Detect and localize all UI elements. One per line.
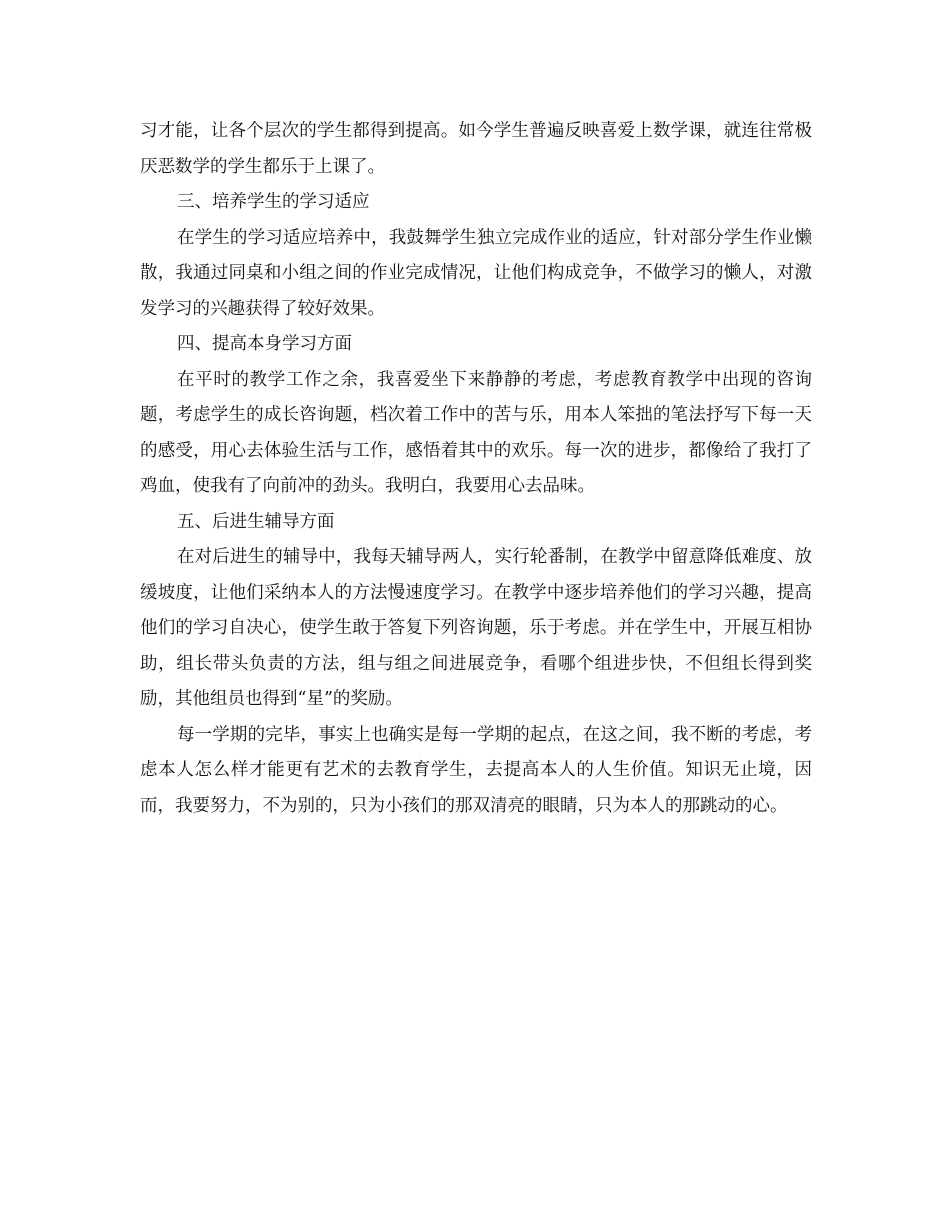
section-heading-4: 四、提高本身学习方面 <box>177 334 352 354</box>
paragraph-conclusion: 每一学期的完毕，事实上也确实是每一学期的起点，在这之间，我不断的考虑，考虑本人怎么样才能更有艺术的去教育学生，去提高本人的人生价值。知识无止境，因而，我要努力，不为别的，只为小孩们的那双清亮的眼睛，只为本人的那跳动的心。 <box>140 724 812 816</box>
paragraph-self-improvement: 在平时的教学工作之余，我喜爱坐下来静静的考虑，考虑教育教学中出现的咨询题，考虑学生的成长咨询题，档次着工作中的苦与乐，用本人笨拙的笔法抒写下每一天的感受，用心去体验生活与工作，感悟着其中的欢乐。每一次的进步，都像给了我打了鸡血，使我有了向前冲的劲头。我明白，我要用心去品味。 <box>140 369 812 496</box>
paragraph-study-habits: 在学生的学习适应培养中，我鼓舞学生独立完成作业的适应，针对部分学生作业懒散，我通过同桌和小组之间的作业完成情况，让他们构成竞争，不做学习的懒人，对激发学习的兴趣获得了较好效果。 <box>140 227 812 319</box>
section-heading-3: 三、培养学生的学习适应 <box>177 192 370 212</box>
document-body <box>140 114 812 824</box>
section-heading-5: 五、后进生辅导方面 <box>177 511 335 532</box>
paragraph-tutoring: 在对后进生的辅导中，我每天辅导两人，实行轮番制，在教学中留意降低难度、放缓坡度，让他们采纳本人的方法慢速度学习。在教学中逐步培养他们的学习兴趣，提高他们的学习自决心，使学生敢于答复下列咨询题，乐于考虑。并在学生中，开展互相协助，组长带头负责的方法，组与组之间进展竞争，看哪个组进步快，不但组长得到奖励，其他组员也得到“星”的奖励。 <box>140 547 812 709</box>
paragraph-continuation: 习才能，让各个层次的学生都得到提高。如今学生普遍反映喜爱上数学课，就连往常极厌恶数学的学生都乐于上课了。 <box>140 121 812 177</box>
